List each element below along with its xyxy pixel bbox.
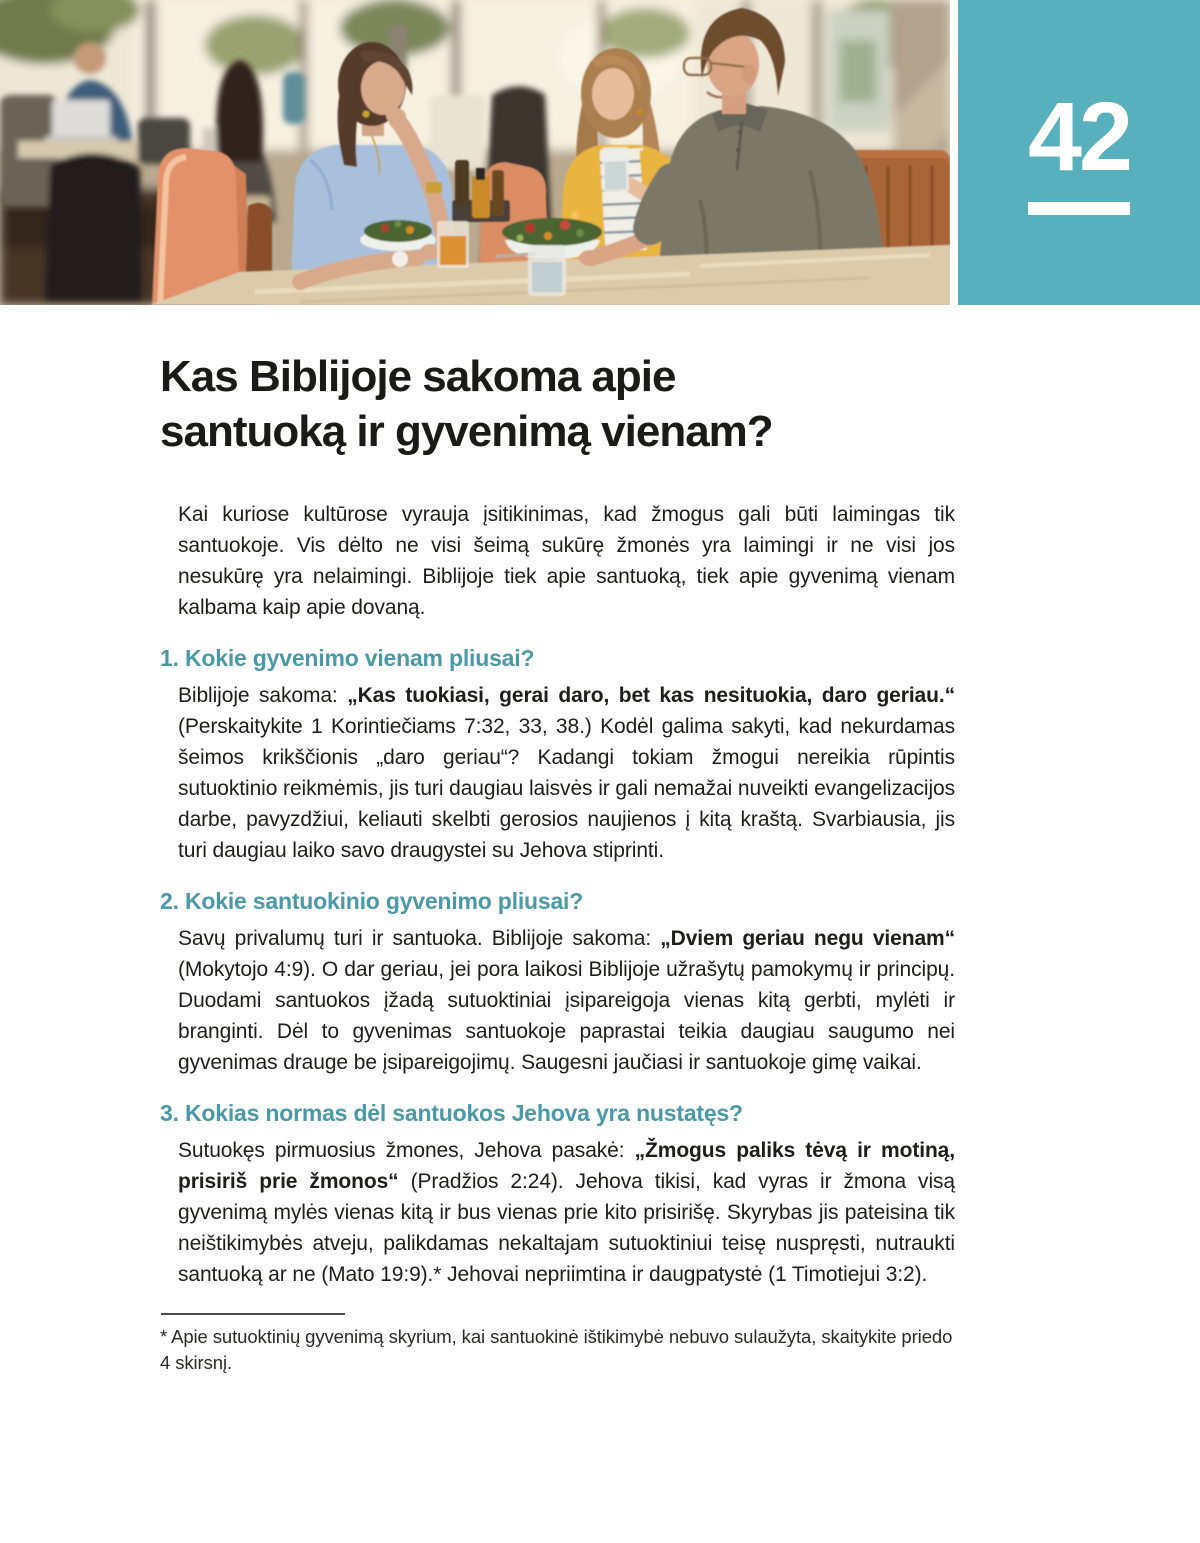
intro-paragraph: Kai kuriose kultūrose vyrauja įsitikinimas, kad žmogus gali būti laimingas tik santuokoje. Vis dėlto ne visi šeimą sukūrę žmonės yra laimingi ir ne visi jos nesukūrę yra nelaimingi. Biblijoje tiek apie santuoką, tiek apie gyvenimą vienam kalbama kaip apie dovaną. [178, 503, 955, 619]
section-1-paragraph: Biblijoje sakoma: „Kas tuokiasi, gerai daro, bet kas nesituokia, daro geriau.“ (Perskaitykite 1 Korintiečiams 7:32, 33, 38.) Kodėl galima sakyti, kad nekurdamas šeimos krikščionis „daro geriau“? Kadangi tokiam žmogui nereikia rūpintis sutuoktinio reikmėmis, jis turi daugiau laisvės ir gali nemažai nuveikti evangelizacijos darbe, pavyzdžiui, keliauti skelbti gerosios naujienos į kitą kraštą. Svarbiausia, jis turi daugiau laiko savo draugystei su Jehova stiprinti. [178, 684, 955, 862]
bottle [455, 160, 469, 206]
laptop [52, 100, 110, 138]
section-3 [160, 1099, 955, 1290]
footnote [160, 1313, 955, 1376]
section-1 [160, 644, 955, 866]
section-1-heading: 1. Kokie gyvenimo vienam pliusai? [160, 645, 535, 671]
lesson-number-badge [958, 0, 1200, 305]
footnote-text: * Apie sutuoktinių gyvenimą skyrium, kai santuokinė ištikimybė nebuvo sulaužyta, skaitykite priedo 4 skirsnį. [160, 1326, 953, 1373]
photo-badge-gap [950, 0, 958, 305]
bottle [492, 170, 504, 216]
earring [637, 109, 644, 116]
lesson-number: 42 [1028, 82, 1130, 191]
section-3-paragraph: Sutuokęs pirmuosius žmones, Jehova pasakė: „Žmogus paliks tėvą ir motiną, prisiriš prie žmonos“ (Pradžios 2:24). Jehova tikisi, kad vyras ir žmona visą gyvenimą mylės vienas kitą ir bus vienas prie kito prisirišę. Skyrybas jis pateisina tik neištikimybės atveju, palikdamas nekaltajam sutuoktiniui teisę nuspręsti, nutraukti santuoką ar ne (Mato 19:9).* Jehovai nepriimtina ir daugpatystė (1 Timotiejui 3:2). [178, 1139, 956, 1286]
section-2-paragraph: Savų privalumų turi ir santuoka. Biblijoje sakoma: „Dviem geriau negu vienam“ (Mokytojo 4:9). O dar geriau, jei pora laikosi Biblijoje užrašytų pamokymų ir principų. Duodami santuokos įžadą sutuoktiniai įsipareigoja vienas kitą gerbti, mylėti ir branginti. Dėl to gyvenimas santuokoje paprastai teikia daugiau saugumo nei gyvenimas drauge be įsipareigojimų. Saugesni jaučiasi ir santuokoje gimę vaikai. [178, 927, 955, 1074]
title-line-1: Kas Biblijoje sakoma apie [160, 352, 676, 401]
cafe-photo [0, 0, 950, 305]
black-chair [45, 153, 142, 300]
section-3-heading: 3. Kokias normas dėl santuokos Jehova yra nustatęs? [160, 1100, 743, 1126]
page-header [0, 0, 1200, 305]
section-2 [160, 887, 955, 1078]
bracelet [392, 251, 408, 267]
watch [426, 182, 442, 193]
page-title [160, 349, 955, 459]
bottle [472, 176, 490, 218]
lesson-number-underline [1028, 202, 1130, 215]
footnote-divider [161, 1313, 345, 1315]
section-2-heading: 2. Kokie santuokinio gyvenimo pliusai? [160, 888, 584, 914]
lesson-content [0, 349, 1200, 1376]
earring [363, 111, 370, 118]
background-man-head [74, 42, 106, 74]
title-line-2: santuoką ir gyvenimą vienam? [160, 407, 773, 456]
